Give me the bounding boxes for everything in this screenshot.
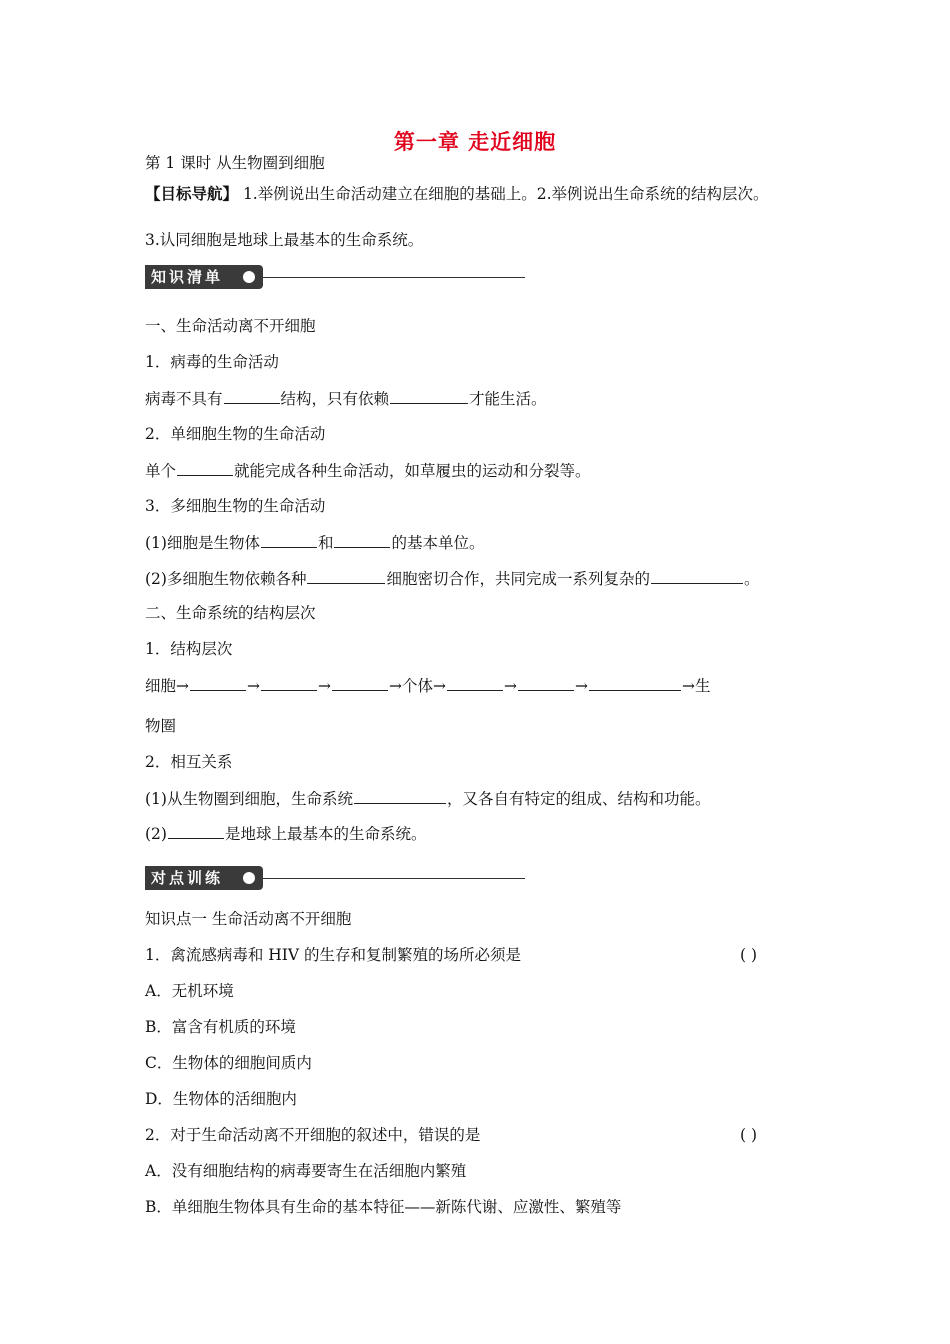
text: ，又各自有特定的组成、结构和功能。 xyxy=(446,790,711,808)
text: 。 xyxy=(743,570,760,588)
answer-blank[interactable] xyxy=(447,675,503,691)
arrow: → xyxy=(247,677,260,695)
text: 单个 xyxy=(145,462,177,480)
answer-paren[interactable]: ( ) xyxy=(740,946,758,964)
p1-s3-line2 xyxy=(145,568,760,589)
option: A．没有细胞结构的病毒要寄生在活细胞内繁殖 xyxy=(145,1162,467,1180)
p1-s2-line xyxy=(145,460,591,481)
p1-s3-line1 xyxy=(145,532,485,553)
p2-s2-line1 xyxy=(145,788,710,809)
answer-blank[interactable] xyxy=(354,788,446,804)
goal-text-1: 1.举例说出生命活动建立在细胞的基础上。2.举例说出生命系统的结构层次。 xyxy=(238,185,769,203)
dot-icon xyxy=(243,872,255,884)
answer-blank[interactable] xyxy=(651,568,743,584)
goal-tag: 【目标导航】 xyxy=(145,184,239,203)
dot-icon xyxy=(243,271,255,283)
hierarchy-line xyxy=(145,675,710,696)
text: 细胞→ xyxy=(145,677,189,695)
answer-blank[interactable] xyxy=(518,675,574,691)
section-badge xyxy=(145,866,263,890)
text: →生 xyxy=(681,677,711,695)
part1-heading: 一、生命活动离不开细胞 xyxy=(145,317,316,335)
p2-s1-heading: 1．结构层次 xyxy=(145,640,233,658)
answer-blank[interactable] xyxy=(334,532,390,548)
text: 病毒不具有 xyxy=(145,390,223,408)
section-rule xyxy=(263,277,525,278)
chapter-title: 第一章 走近细胞 xyxy=(393,130,557,154)
section-label: 对点训练 xyxy=(151,869,224,887)
answer-blank[interactable] xyxy=(261,532,317,548)
p2-s2-heading: 2．相互关系 xyxy=(145,753,233,771)
knowledge-point-1: 知识点一 生命活动离不开细胞 xyxy=(145,910,352,928)
text: 细胞密切合作，共同完成一系列复杂的 xyxy=(386,570,650,588)
answer-blank[interactable] xyxy=(168,823,224,839)
text: (1)细胞是生物体 xyxy=(145,534,260,552)
p1-s1-heading: 1．病毒的生命活动 xyxy=(145,353,279,371)
answer-blank[interactable] xyxy=(332,675,388,691)
section-badge xyxy=(145,265,263,289)
answer-blank[interactable] xyxy=(261,675,317,691)
option: A．无机环境 xyxy=(145,982,234,1000)
p1-s1-line xyxy=(145,388,547,409)
text: (1)从生物圈到细胞，生命系统 xyxy=(145,790,353,808)
answer-blank[interactable] xyxy=(177,460,233,476)
answer-paren[interactable]: ( ) xyxy=(740,1126,758,1144)
answer-blank[interactable] xyxy=(307,568,385,584)
answer-blank[interactable] xyxy=(390,388,468,404)
hierarchy-wrap: 物圈 xyxy=(145,717,177,735)
p1-s3-heading: 3．多细胞生物的生命活动 xyxy=(145,497,326,515)
goal-line-2: 3.认同细胞是地球上最基本的生命系统。 xyxy=(145,231,424,249)
p2-s2-line2 xyxy=(145,823,426,844)
text: 就能完成各种生命活动，如草履虫的运动和分裂等。 xyxy=(234,462,591,480)
answer-blank[interactable] xyxy=(589,675,681,691)
text: 才能生活。 xyxy=(469,390,547,408)
text: 是地球上最基本的生命系统。 xyxy=(224,825,427,843)
arrow: → xyxy=(503,677,517,695)
goal-line-1 xyxy=(145,184,769,204)
question-2-stem: 2．对于生命活动离不开细胞的叙述中，错误的是 xyxy=(145,1126,481,1144)
option: C．生物体的细胞间质内 xyxy=(145,1054,312,1072)
section-label: 知识清单 xyxy=(151,268,224,286)
question-1-stem: 1．禽流感病毒和 HIV 的生存和复制繁殖的场所必须是 xyxy=(145,946,522,964)
lesson-title: 第 1 课时 从生物圈到细胞 xyxy=(145,154,325,172)
text: 结构，只有依赖 xyxy=(280,390,390,408)
option: B．富含有机质的环境 xyxy=(145,1018,296,1036)
text: 和 xyxy=(317,534,334,552)
text: (2)多细胞生物依赖各种 xyxy=(145,570,307,588)
arrow: → xyxy=(318,677,331,695)
p1-s2-heading: 2．单细胞生物的生命活动 xyxy=(145,425,326,443)
text: →个体→ xyxy=(389,677,446,695)
section-rule xyxy=(263,878,525,879)
answer-blank[interactable] xyxy=(190,675,246,691)
part2-heading: 二、生命系统的结构层次 xyxy=(145,604,316,622)
arrow: → xyxy=(574,677,588,695)
answer-blank[interactable] xyxy=(224,388,280,404)
option: B．单细胞生物体具有生命的基本特征——新陈代谢、应激性、繁殖等 xyxy=(145,1198,622,1216)
text: (2) xyxy=(145,825,167,843)
option: D．生物体的活细胞内 xyxy=(145,1090,297,1108)
text: 的基本单位。 xyxy=(391,534,485,552)
